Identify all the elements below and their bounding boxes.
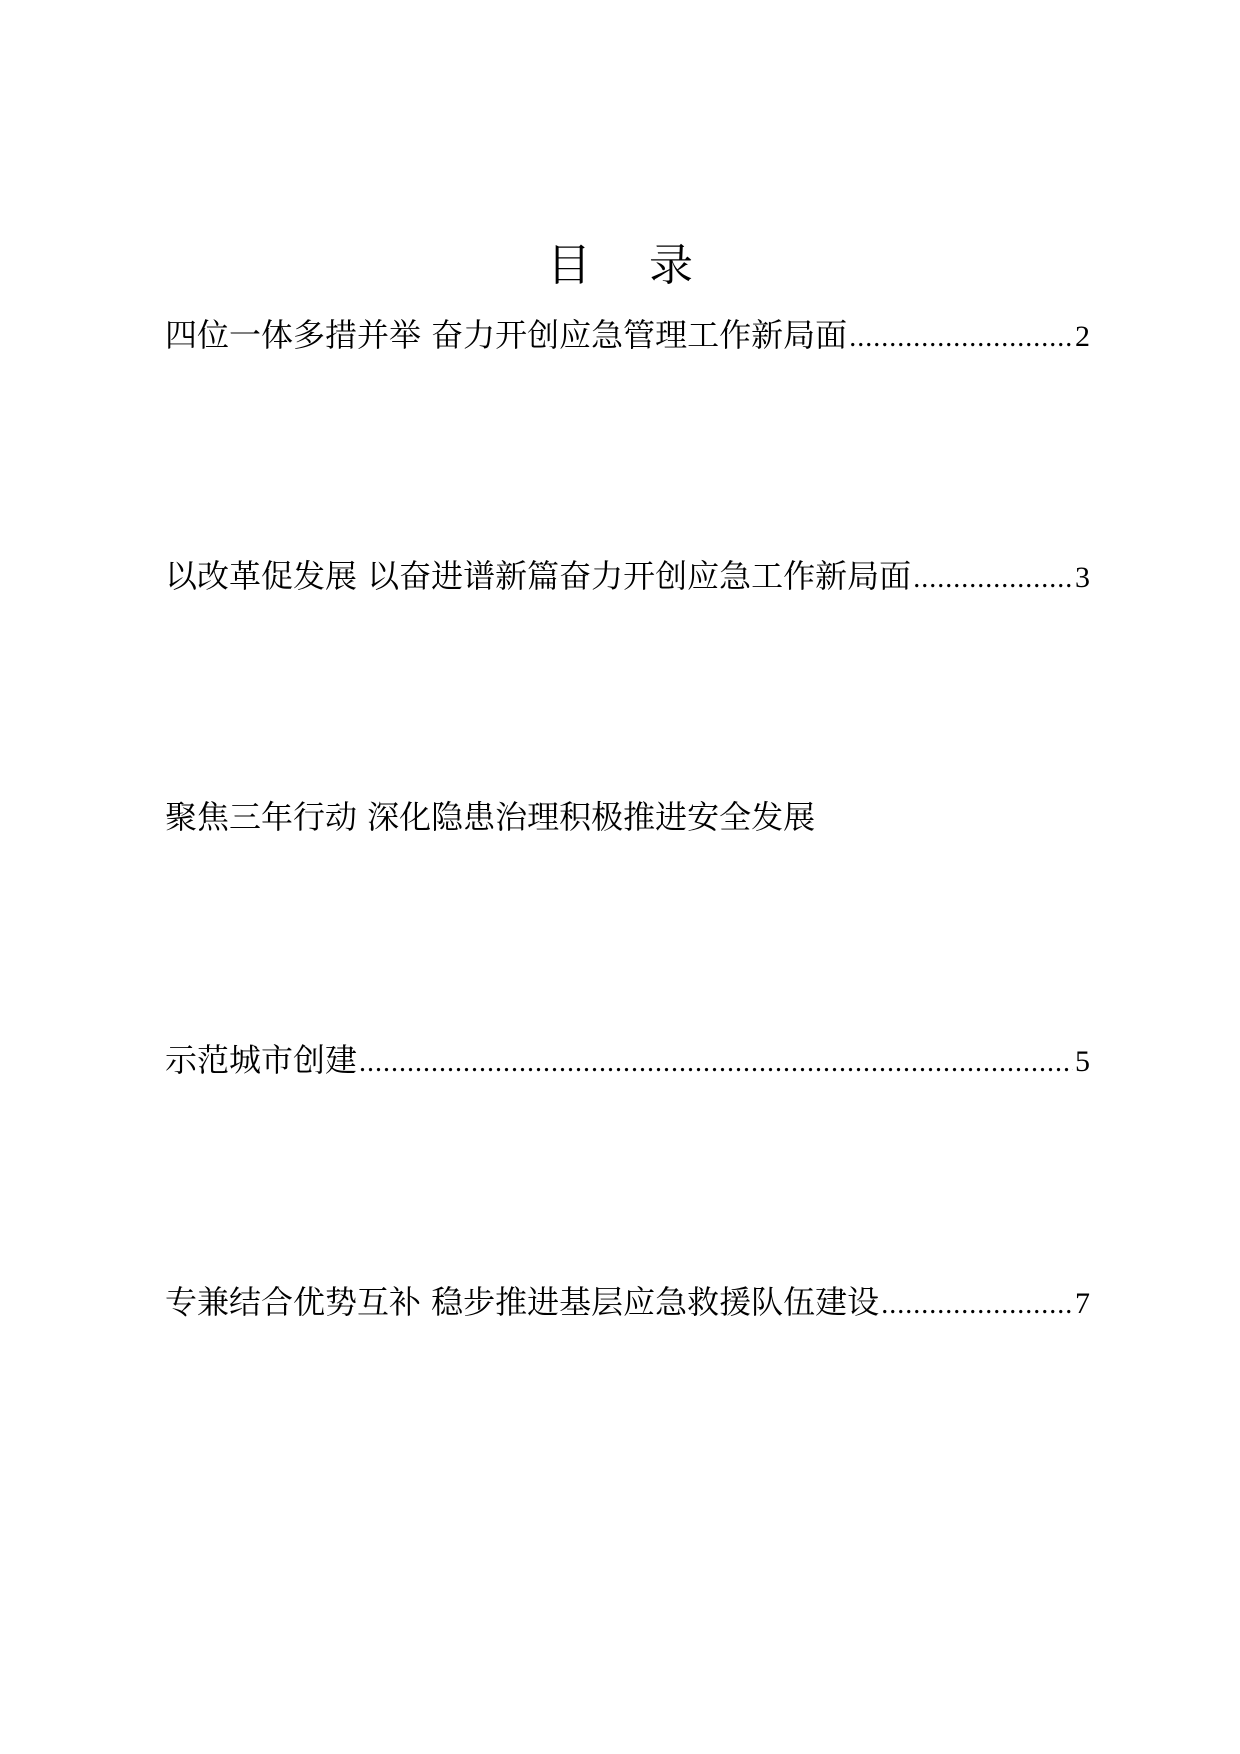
toc-entry-title: 以改革促发展 以奋进谱新篇奋力开创应急工作新局面 bbox=[165, 557, 912, 595]
toc-entry-title: 示范城市创建 bbox=[165, 1041, 358, 1079]
toc-title: 目 录 bbox=[547, 240, 715, 291]
toc-dot-leader bbox=[357, 1046, 1073, 1080]
toc-entry[interactable] bbox=[165, 315, 1090, 355]
toc-entry[interactable] bbox=[165, 1040, 1090, 1080]
toc-page-number: 3 bbox=[1075, 561, 1090, 594]
toc-dot-leader bbox=[911, 562, 1073, 596]
toc-entry[interactable] bbox=[165, 797, 1090, 837]
toc-page-number: 7 bbox=[1075, 1287, 1090, 1320]
toc-page-number: 5 bbox=[1075, 1045, 1090, 1078]
toc-page-number: 2 bbox=[1075, 320, 1090, 353]
toc-dot-leader bbox=[847, 321, 1073, 355]
toc-entry-title: 专兼结合优势互补 稳步推进基层应急救援队伍建设 bbox=[165, 1283, 880, 1321]
toc-entry[interactable] bbox=[165, 556, 1090, 596]
toc-dot-leader bbox=[879, 1288, 1073, 1322]
toc-entry-title: 聚焦三年行动 深化隐患治理积极推进安全发展 bbox=[165, 798, 816, 836]
toc-entry-title: 四位一体多措并举 奋力开创应急管理工作新局面 bbox=[165, 316, 848, 354]
toc-entry[interactable] bbox=[165, 1282, 1090, 1322]
